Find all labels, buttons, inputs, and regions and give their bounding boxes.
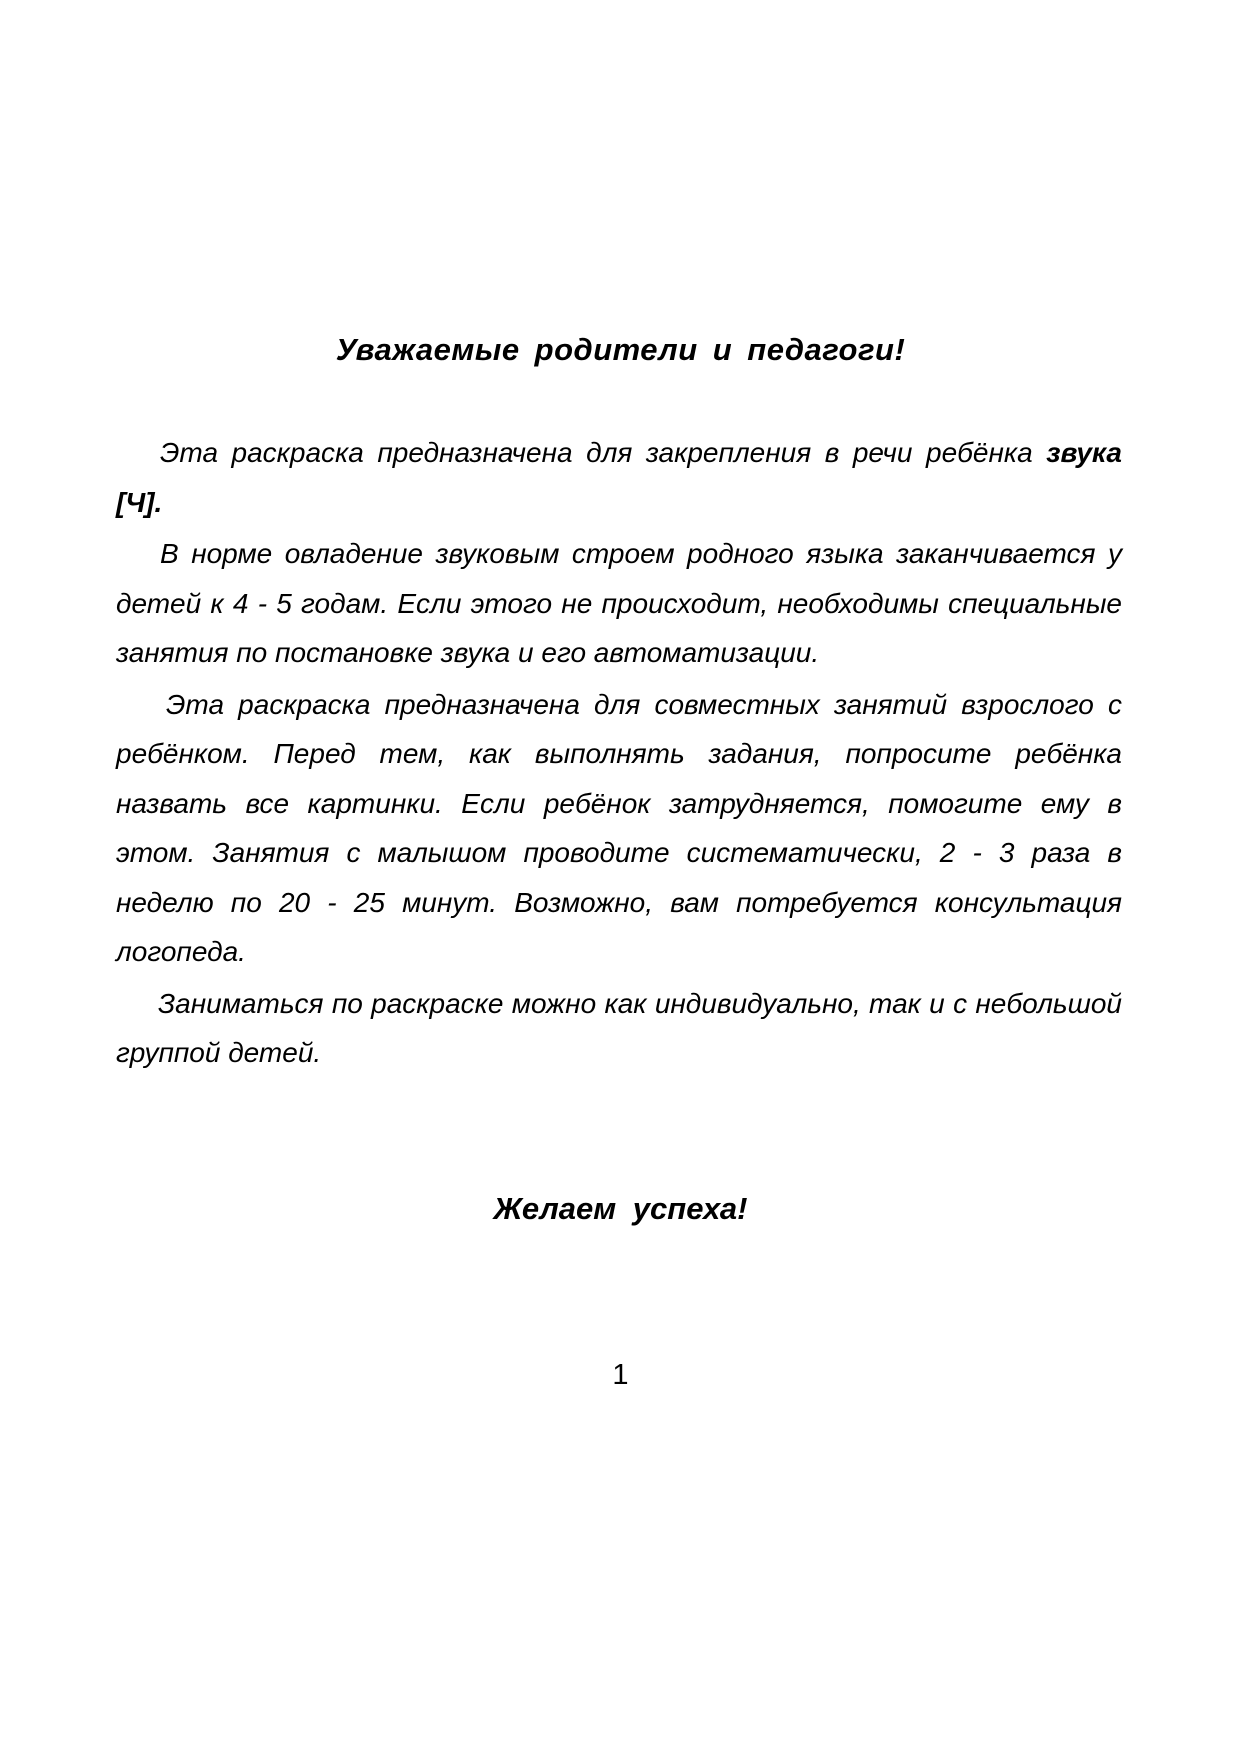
page-number: 1 — [612, 1359, 629, 1391]
target-sound: звука [Ч]. — [116, 437, 1122, 518]
paragraph-group: Заниматься по раскраске можно как индивидуально, так и с небольшой группой детей. — [116, 987, 1122, 1068]
closing-wish: Желаем успеха! — [493, 1191, 748, 1226]
paragraph-purpose-text: Эта раскраска предназначена для закрепления в речи ребёнка — [160, 437, 1047, 468]
paragraph-instructions: Эта раскраска предназначена для совместных занятий взрослого с ребёнком. Перед тем, как выполнять задания, попросите ребёнка назвать все картинки. Если ребёнок затрудняется, помогите ему в этом. Занятия с малышом проводите систематически, 2 - 3 раза в неделю по 20 - 25 минут. Возможно, вам потребуется консультация логопеда. — [116, 688, 1122, 967]
page-title: Уважаемые родители и педагоги! — [335, 332, 906, 367]
paragraph-norm: В норме овладение звуковым строем родного языка заканчивается у детей к 4 - 5 годам. Если этого не происходит, необходимы специальные занятия по постановке звука и его автоматизации. — [116, 538, 1122, 668]
paragraph-purpose — [116, 428, 1122, 527]
body-text — [116, 428, 1122, 1080]
